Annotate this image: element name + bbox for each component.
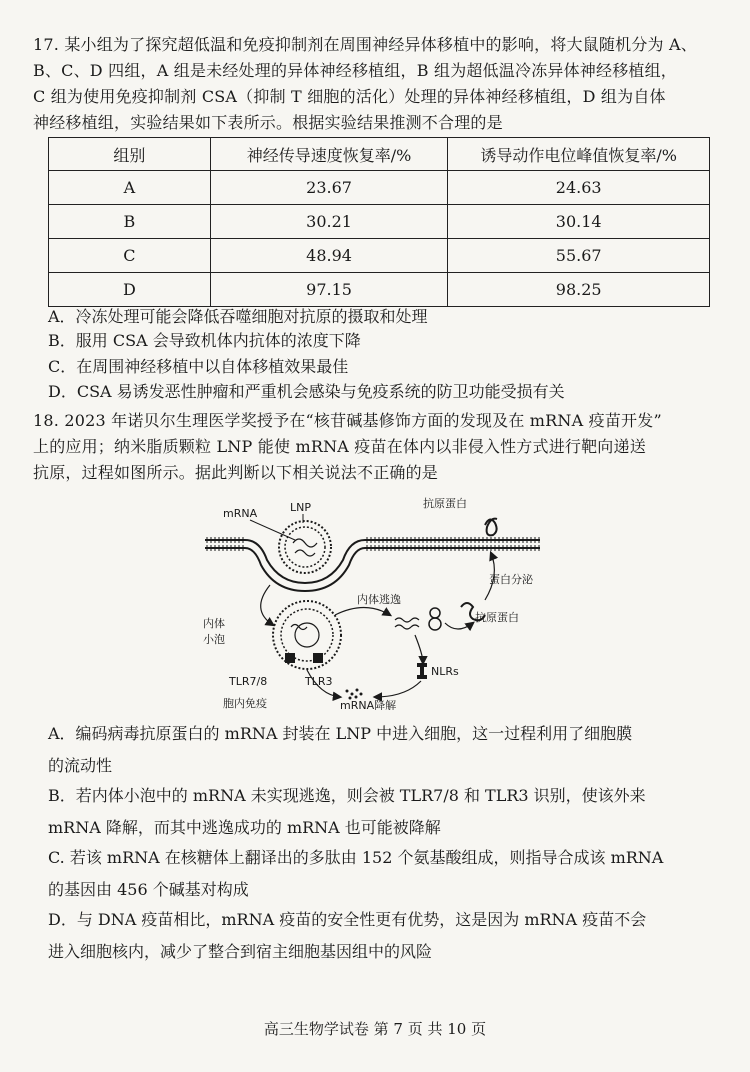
q18-option-c-line-1: C. 若该 mRNA 在核糖体上翻译出的多肽由 152 个氨基酸组成，则指导合成该 mRNA: [48, 848, 664, 867]
q17-option-b: B．服用 CSA 会导致机体内抗体的浓度下降: [48, 331, 361, 350]
q18-line-1: 18. 2023 年诺贝尔生理医学奖授予在“核苷碱基修饰方面的发现及在 mRNA 疫苗开发”: [33, 411, 662, 430]
table-header-row: [49, 138, 710, 171]
table-cell: 24.63: [448, 171, 710, 205]
table-cell: D: [49, 273, 211, 307]
q18-option-b-line-1: B．若内体小泡中的 mRNA 未实现逃逸，则会被 TLR7/8 和 TLR3 识别，使该外来: [48, 786, 646, 805]
label-endosomal-escape: 内体逃逸: [357, 593, 401, 606]
question-17-stem: [33, 32, 723, 136]
table-cell: B: [49, 205, 211, 239]
label-tlr78: TLR7/8: [229, 675, 268, 688]
table-cell: 98.25: [448, 273, 710, 307]
q17-line-3: C 组为使用免疫抑制剂 CSA（抑制 T 细胞的活化）处理的异体神经移植组，D 组为自体: [33, 87, 666, 106]
label-protein-secretion: 蛋白分泌: [489, 573, 533, 586]
question-18-stem: [33, 408, 662, 486]
label-antigen-protein-mid: 抗原蛋白: [475, 611, 519, 624]
table-cell: 97.15: [210, 273, 448, 307]
table-row: [49, 273, 710, 307]
q18-option-c: [48, 842, 663, 906]
nlrs-receptor-icon: [417, 663, 427, 679]
label-mrna: mRNA: [223, 507, 258, 520]
results-table: [48, 137, 710, 307]
header-action-potential: 诱导动作电位峰值恢复率/%: [448, 138, 710, 171]
label-nlrs: NLRs: [431, 665, 459, 678]
table-cell: 55.67: [448, 239, 710, 273]
q18-option-a-line-1: A．编码病毒抗原蛋白的 mRNA 封装在 LNP 中进入细胞，这一过程利用了细胞膜: [48, 724, 633, 743]
table-cell: 30.21: [210, 205, 448, 239]
escaped-mrna: [395, 618, 419, 622]
label-endosome: 内体: [203, 617, 225, 630]
page-footer: 高三生物学试卷 第 7 页 共 10 页: [263, 1020, 487, 1038]
label-mrna-degradation: mRNA降解: [340, 699, 397, 710]
table-row: [49, 171, 710, 205]
q17-line-1: 17. 某小组为了探究超低温和免疫抑制剂在周围神经异体移植中的影响，将大鼠随机分为 A、: [33, 35, 697, 54]
label-intracellular-immunity: 胞内免疫: [223, 697, 267, 710]
table-cell: 23.67: [210, 171, 448, 205]
label-antigen-protein-top: 抗原蛋白: [423, 497, 467, 510]
q18-option-a-line-2: 的流动性: [48, 756, 113, 775]
ribosome-icon: [429, 608, 441, 630]
endosome: [273, 601, 341, 669]
table-cell: C: [49, 239, 211, 273]
q18-line-3: 抗原，过程如图所示。据此判断以下相关说法不正确的是: [33, 463, 439, 482]
label-tlr3: TLR3: [305, 675, 333, 688]
q18-option-b: [48, 780, 646, 844]
q18-line-2: 上的应用；纳米脂质颗粒 LNP 能使 mRNA 疫苗在体内以非侵入性方式进行靶向递送: [33, 437, 646, 456]
label-vesicle: 小泡: [203, 633, 225, 646]
header-group: 组别: [49, 138, 211, 171]
q18-option-d-line-2: 进入细胞核内，减少了整合到宿主细胞基因组中的风险: [48, 942, 433, 961]
q17-line-4: 神经移植组，实验结果如下表所示。根据实验结果推测不合理的是: [33, 113, 503, 132]
q17-option-d: D．CSA 易诱发恶性肿瘤和严重机会感染与免疫系统的防卫功能受损有关: [48, 382, 565, 401]
q18-option-d-line-1: D．与 DNA 疫苗相比，mRNA 疫苗的安全性更有优势，这是因为 mRNA 疫苗不会: [48, 910, 647, 929]
table-cell: 48.94: [210, 239, 448, 273]
q18-option-c-line-2: 的基因由 456 个碱基对构成: [48, 880, 249, 899]
q17-option-a: A．冷冻处理可能会降低吞噬细胞对抗原的摄取和处理: [48, 307, 428, 326]
lnp-particle: [279, 521, 331, 573]
table-cell: A: [49, 171, 211, 205]
header-conduction-velocity: 神经传导速度恢复率/%: [210, 138, 448, 171]
mrna-vaccine-diagram: [195, 485, 555, 710]
q18-option-a: [48, 718, 632, 782]
q17-line-2: B、C、D 四组，A 组是未经处理的异体神经移植组，B 组为超低温冷冻异体神经移植组，: [33, 61, 677, 80]
q17-option-c: C．在周围神经移植中以自体移植效果最佳: [48, 357, 349, 376]
q18-option-b-line-2: mRNA 降解，而其中逃逸成功的 mRNA 也可能被降解: [48, 818, 441, 837]
table-row: [49, 205, 710, 239]
label-lnp: LNP: [290, 501, 311, 514]
table-cell: 30.14: [448, 205, 710, 239]
table-row: [49, 239, 710, 273]
q18-option-d: [48, 904, 646, 968]
degraded-mrna-fragments: [346, 689, 363, 700]
antigen-protein-top: [485, 519, 497, 536]
